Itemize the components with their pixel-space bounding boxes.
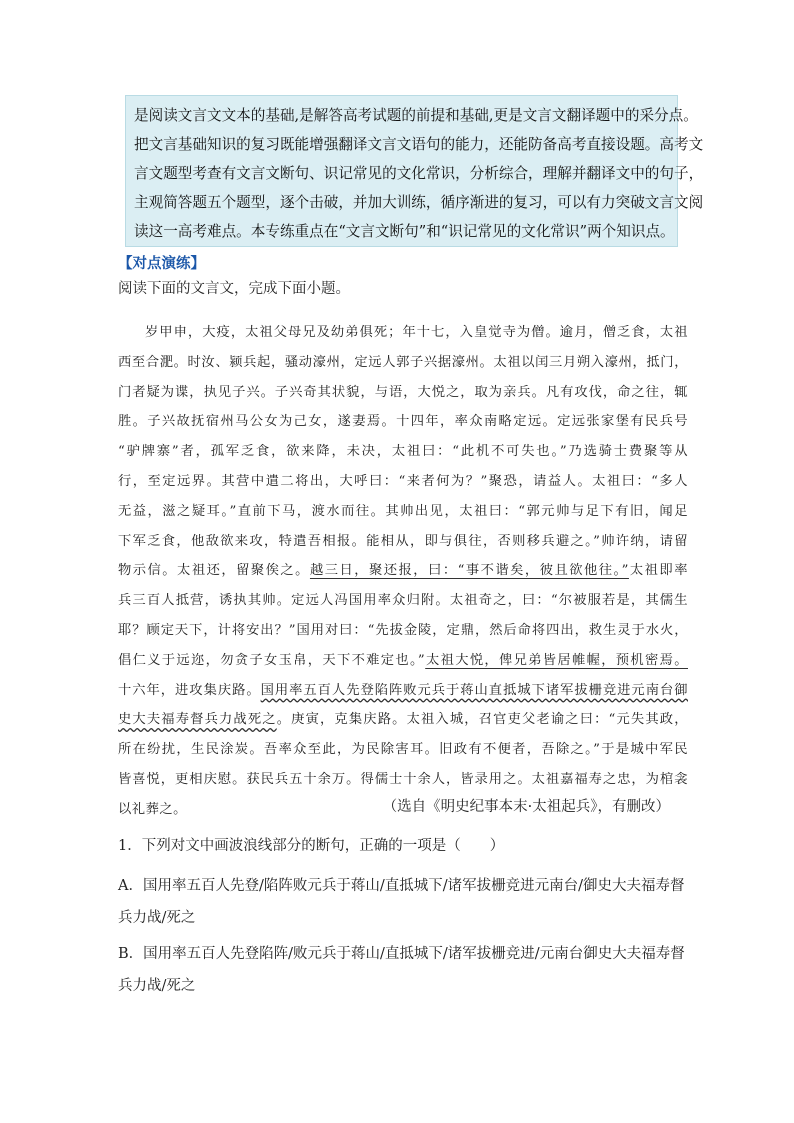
option-b-line: B．国用率五百人先登陷阵/败元兵于蒋山/直抵城下/诸军拔栅竞进/元南台御史大夫福寿督 [118,946,685,962]
passage-line: “驴牌寨”者，孤军乏食，欲来降，未决，太祖曰：“此机不可失也。”乃选骑士费聚等从 [118,444,688,460]
option-a[interactable] [118,870,683,934]
intro-line: 读这一高考难点。本专练重点在“文言文断句”和“识记常见的文化常识”两个知识点。 [134,223,675,240]
passage-line: 无益，滋之疑耳。”直前下马，渡水而往。其帅出见，太祖曰：“郭元帅与足下有旧，闻足 [118,503,688,519]
passage-line: 所在纷扰，生民涂炭。吾率众至此，为民除害耳。旧政有不便者，吾除之。”于是城中军民 [118,742,688,758]
passage-line: 门者疑为谍，执见子兴。子兴奇其状貌，与语，大悦之，取为亲兵。凡有攻伐，命之往，辄 [118,384,688,400]
option-a-line: 兵力战/死之 [118,910,196,926]
passage-line: 岁甲申，大疫，太祖父母兄及幼弟俱死；年十七，入皇觉寺为僧。逾月，僧乏食，太祖 [145,325,688,340]
question-stem: 1．下列对文中画波浪线部分的断句，正确的一项是（ ） [118,838,505,854]
option-b[interactable] [118,938,683,1002]
passage-line [118,676,688,706]
classical-passage [118,318,688,825]
wavy-underlined-sentence: 史大夫福寿督兵力战死之 [118,712,277,728]
passage-text: 。庚寅，克集庆路。太祖入城，召官吏父老谕之曰：“元失其政， [276,712,688,728]
passage-text: 太祖即率 [628,563,688,579]
passage-line: 西至合淝。时汝、颍兵起，骚动濠州，定远人郭子兴据濠州。太祖以闰三月朔入濠州，抵门， [118,354,688,370]
intro-line: 是阅读文言文文本的基础,是解答高考试题的前提和基础,更是文言文翻译题中的采分点。 [134,107,698,124]
instruction-text: 阅读下面的文言文，完成下面小题。 [118,281,350,297]
passage-text: 十六年，进攻集庆路。 [118,682,261,698]
passage-line [118,705,688,735]
intro-box [125,95,704,247]
straight-underlined-sentence: 越三日，聚还报，曰：“事不谐矣，彼且欲他往。” [309,563,629,579]
intro-line: 主观简答题五个题型，逐个击破，并加大训练，循序渐进的复习，可以有力突破文言文阅 [134,194,704,211]
option-b-line: 兵力战/死之 [118,978,196,994]
passage-text: 物示信。太祖还，留聚俟之。 [118,563,310,579]
passage-line: 耶？顾定天下，计将安出？”国用对曰：“先拔金陵，定鼎，然后命将四出，救生灵于水火， [118,622,688,638]
passage-line: 胜。子兴故抚宿州马公女为己女，遂妻焉。十四年，率众南略定远。定远张家堡有民兵号 [118,414,688,430]
passage-line: 皆喜悦，更相庆慰。获民兵五十余万。得儒士十余人，皆录用之。太祖嘉福寿之忠，为棺衾 [118,771,688,787]
passage-line [118,646,688,676]
source-citation: （选自《明史纪事本末·太祖起兵》，有删改） [382,799,670,815]
option-a-line: A．国用率五百人先登/陷阵败元兵于蒋山/直抵城下/诸军拔栅竞进元南台/御史大夫福寿督 [118,878,685,894]
passage-line: 行，至定远界。其营中遣二将出，大呼曰：“来者何为？”聚恐，请益人。太祖曰：“多人 [118,473,688,489]
passage-line: 兵三百人抵营，诱执其帅。定远人冯国用率众归附。太祖奇之，曰：“尔被服若是，其儒生 [118,593,688,609]
passage-line: 下军乏食，他敌欲来攻，特遣吾相报。能相从，即与俱往，否则移兵避之。”帅许纳，请留 [118,533,688,549]
intro-line: 把文言基础知识的复习既能增强翻译文言文语句的能力，还能防备高考直接设题。高考文 [134,136,704,153]
wavy-underlined-sentence: 国用率五百人先登陷阵败元兵于蒋山直抵城下诸军拔栅竞进元南台御 [260,682,688,698]
passage-text: 倡仁义于远迩，勿贪子女玉帛，天下不难定也。” [118,652,426,668]
straight-underlined-sentence: 太祖大悦，俾兄弟皆居帷幄，预机密焉。 [425,652,688,668]
section-heading: 【对点演练】 [118,256,205,272]
passage-line [118,556,688,586]
intro-line: 言文题型考查有文言文断句、识记常见的文化常识，分析综合，理解并翻译文中的句子， [134,165,704,182]
passage-line: 以礼葬之。 [118,801,187,817]
